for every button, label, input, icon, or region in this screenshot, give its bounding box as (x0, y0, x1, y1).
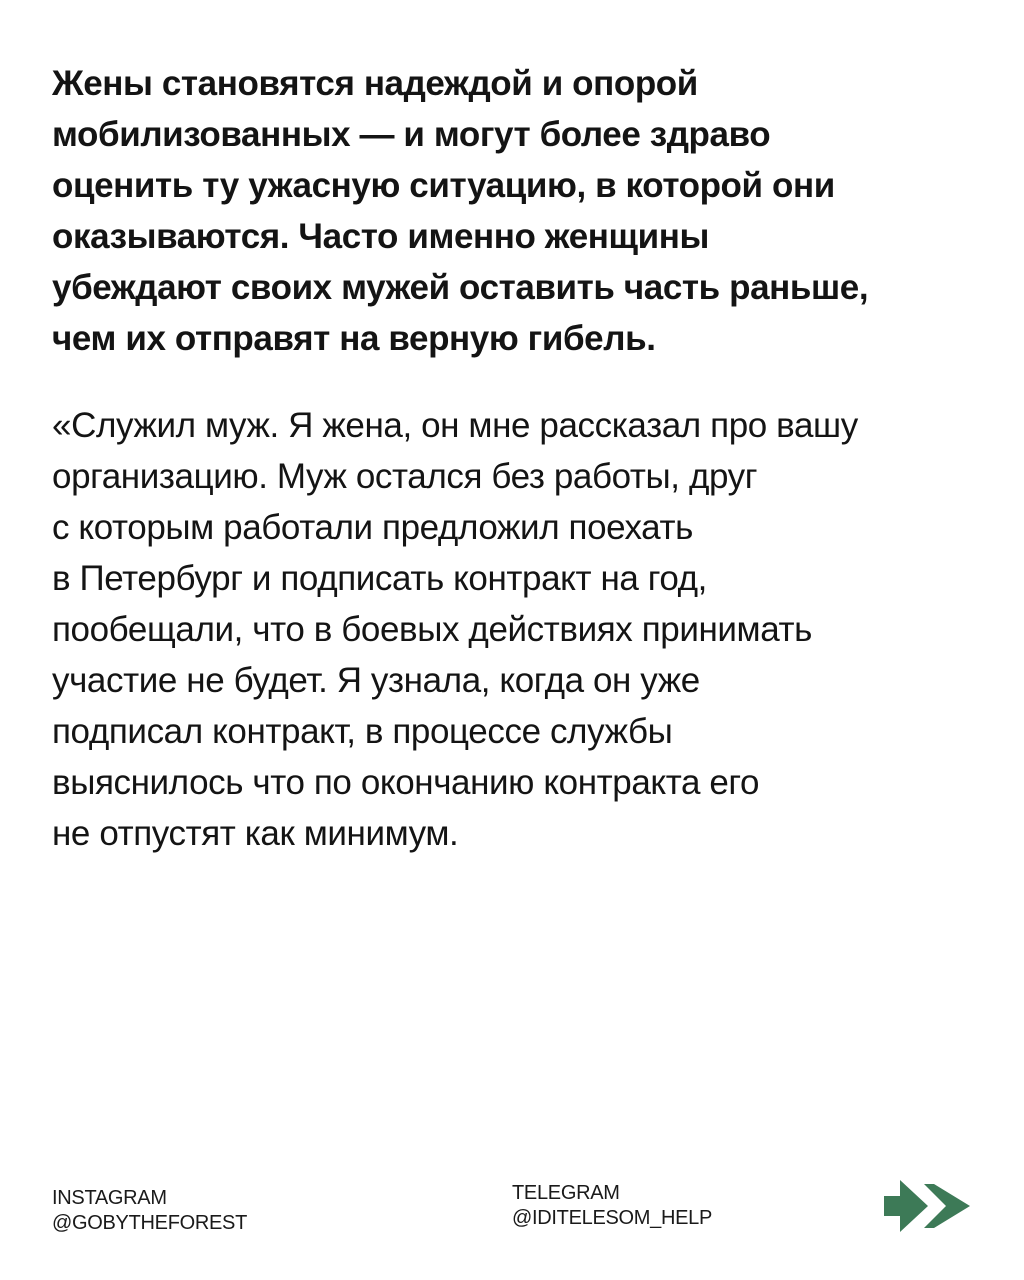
quote-line: в Петербург и подписать контракт на год, (52, 559, 707, 598)
quote-line: с которым работали предложил поехать (52, 508, 693, 547)
lead-line: мобилизованных — и могут более здраво (52, 115, 771, 154)
quote-line: не отпустят как минимум. (52, 814, 459, 853)
quote-paragraph (52, 400, 992, 859)
lead-paragraph (52, 58, 982, 364)
telegram-credit (512, 1181, 712, 1231)
quote-line: подписал контракт, в процессе службы (52, 712, 673, 751)
arrow-chevron-back (884, 1180, 928, 1232)
quote-line: пообещали, что в боевых действиях принимать (52, 610, 812, 649)
quote-line: «Служил муж. Я жена, он мне рассказал про вашу (52, 406, 858, 445)
lead-line: чем их отправят на верную гибель. (52, 319, 656, 358)
telegram-label: TELEGRAM (512, 1182, 620, 1204)
double-arrow-right-icon[interactable] (884, 1180, 972, 1232)
lead-line: оценить ту ужасную ситуацию, в которой они (52, 166, 835, 205)
instagram-credit (52, 1186, 247, 1236)
telegram-handle[interactable]: @IDITELESOM_HELP (512, 1207, 713, 1229)
quote-line: организацию. Муж остался без работы, друг (52, 457, 758, 496)
lead-line: убеждают своих мужей оставить часть раньше, (52, 268, 869, 307)
quote-line: участие не будет. Я узнала, когда он уже (52, 661, 700, 700)
instagram-handle[interactable]: @GOBYTHEFOREST (52, 1212, 248, 1234)
lead-line: Жены становятся надеждой и опорой (52, 64, 698, 103)
instagram-label: INSTAGRAM (52, 1187, 167, 1209)
lead-line: оказываются. Часто именно женщины (52, 217, 710, 256)
arrow-chevron-front (924, 1184, 970, 1228)
quote-line: выяснилось что по окончанию контракта его (52, 763, 760, 802)
